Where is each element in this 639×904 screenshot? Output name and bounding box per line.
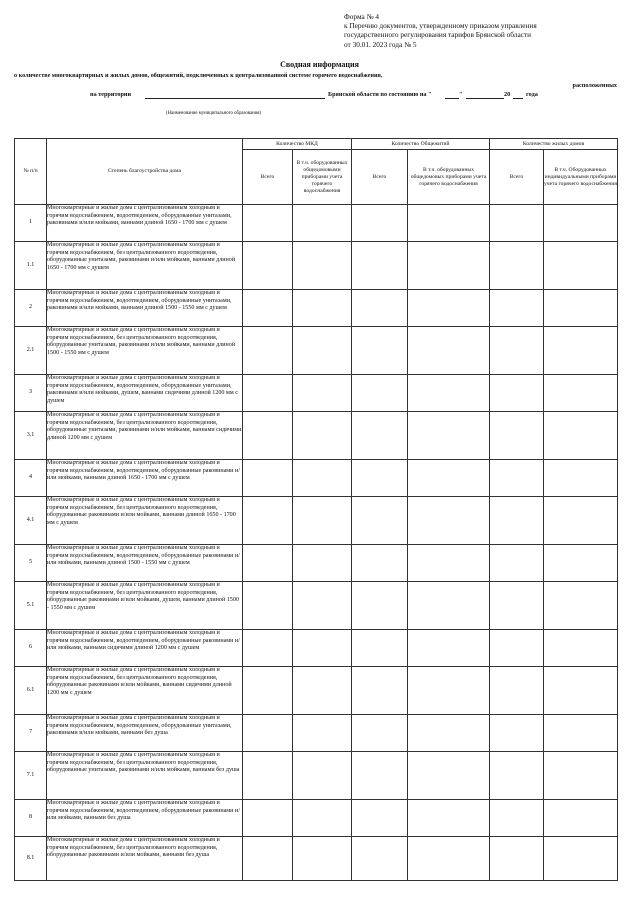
mkd-total-cell[interactable] [243,242,293,290]
dorm-total-cell[interactable] [352,630,408,667]
row-description: Многоквартирные и жилые дома с централизованным холодным и горячим водоснабжением, водоотведением, оборудованные унитазами, раковинами и/или мойками, ваннами длиной 1650 - 1700 мм с душем [47,205,243,242]
summary-table [14,138,618,881]
header-degree: Степень благоустройства дома [47,139,243,205]
located-label: расположенных [572,82,617,89]
header-mkd-total: Всего [243,150,293,205]
row-number: 5.1 [15,582,47,630]
table-row [15,412,618,460]
dorm-total-cell[interactable] [352,545,408,582]
row-number: 6.1 [15,667,47,715]
row-description: Многоквартирные и жилые дома с централизованным холодным и горячим водоснабжением, без централизованного водоотведения, оборудованные унитазами, раковинами и/или мойками, ваннами длиной 1500 - 1550 мм с душем [47,327,243,375]
dorm-total-cell[interactable] [352,582,408,630]
mkd-meters-cell[interactable] [293,582,352,630]
dorm-total-cell[interactable] [352,460,408,497]
table-row [15,837,618,881]
mkd-meters-cell[interactable] [293,715,352,752]
quote-close: " [459,91,463,98]
region-text: Брянской области по состоянию на " [328,91,432,98]
mkd-total-cell[interactable] [243,667,293,715]
houses-total-cell[interactable] [490,715,544,752]
houses-total-cell[interactable] [490,667,544,715]
mkd-meters-cell[interactable] [293,327,352,375]
dorm-meters-cell[interactable] [408,375,490,412]
month-blank [466,98,504,99]
dorm-meters-cell[interactable] [408,290,490,327]
mkd-meters-cell[interactable] [293,752,352,800]
houses-total-cell[interactable] [490,800,544,837]
dorm-total-cell[interactable] [352,800,408,837]
row-number: 6 [15,630,47,667]
dorm-meters-cell[interactable] [408,837,490,881]
form-order-date: от 30.01. 2023 года № 5 [344,39,417,49]
form-header [344,12,634,49]
dorm-meters-cell[interactable] [408,715,490,752]
row-description: Многоквартирные и жилые дома с централизованным холодным и горячим водоснабжением, без централизованного водоотведения, оборудованные унитазами, раковинами и/или мойками, ваннами без душа [47,752,243,800]
row-description: Многоквартирные и жилые дома с централизованным холодным и горячим водоснабжением, без централизованного водоотведения, оборудованные раковинами и/или мойками, ваннами сидячими длиной 1200 мм с душем [47,667,243,715]
mkd-total-cell[interactable] [243,375,293,412]
house-meters-cell[interactable] [544,667,618,715]
table-header-row [15,139,618,150]
dorm-total-cell[interactable] [352,242,408,290]
house-meters-cell[interactable] [544,837,618,881]
dorm-total-cell[interactable] [352,752,408,800]
mkd-total-cell[interactable] [243,800,293,837]
row-number: 1.1 [15,242,47,290]
mkd-total-cell[interactable] [243,715,293,752]
row-number: 3 [15,375,47,412]
header-house-meters: В т.ч. Оборудованных индивидуальными приборами учета горячего водоснабжения [544,150,618,205]
houses-total-cell[interactable] [490,497,544,545]
table-row [15,327,618,375]
row-number: 8 [15,800,47,837]
dorm-meters-cell[interactable] [408,327,490,375]
mkd-total-cell[interactable] [243,837,293,881]
house-meters-cell[interactable] [544,715,618,752]
houses-total-cell[interactable] [490,375,544,412]
house-meters-cell[interactable] [544,497,618,545]
mkd-meters-cell[interactable] [293,800,352,837]
row-number: 7 [15,715,47,752]
house-meters-cell[interactable] [544,242,618,290]
header-dorm: Количество Общежитий [352,139,490,150]
mkd-total-cell[interactable] [243,327,293,375]
house-meters-cell[interactable] [544,460,618,497]
dorm-meters-cell[interactable] [408,800,490,837]
header-dorm-meters: В т.ч. оборудованных общедомовых приборами учета горячего водоснабжения [408,150,490,205]
mkd-meters-cell[interactable] [293,412,352,460]
row-description: Многоквартирные и жилые дома с централизованным холодным и горячим водоснабжением, водоотведением, оборудованные раковинами и/или мойками, ваннами длиной 1500 - 1550 мм с душем [47,545,243,582]
dorm-total-cell[interactable] [352,290,408,327]
year-suffix: года [526,91,538,98]
house-meters-cell[interactable] [544,375,618,412]
dorm-meters-cell[interactable] [408,460,490,497]
dorm-meters-cell[interactable] [408,582,490,630]
table-row [15,630,618,667]
row-description: Многоквартирные и жилые дома с централизованным холодным и горячим водоснабжением, без централизованного водоотведения, оборудованные унитазами, раковинами и/или мойками, ваннами сидячими длиной 1200 мм с душем [47,412,243,460]
houses-total-cell[interactable] [490,242,544,290]
house-meters-cell[interactable] [544,412,618,460]
row-description: Многоквартирные и жилые дома с централизованным холодным и горячим водоснабжением, без централизованного водоотведения, оборудованные раковинами и/или мойками, ваннами без душа [47,837,243,881]
row-number: 2 [15,290,47,327]
form-reference-line: государственного регулирования тарифов Брянской области [344,30,532,40]
dorm-meters-cell[interactable] [408,497,490,545]
form-reference-line: к Перечню документов, утвержденному приказом управления [344,21,537,31]
territory-line [90,91,570,100]
dorm-total-cell[interactable] [352,497,408,545]
table-row [15,582,618,630]
dorm-total-cell[interactable] [352,375,408,412]
mkd-meters-cell[interactable] [293,630,352,667]
houses-total-cell[interactable] [490,545,544,582]
mkd-meters-cell[interactable] [293,205,352,242]
row-description: Многоквартирные и жилые дома с централизованным холодным и горячим водоснабжением, водоотведением, оборудованные раковинами и/или мойками, ваннами длиной 1650 - 1700 мм с душем [47,460,243,497]
row-number: 4.1 [15,497,47,545]
header-dorm-total: Всего [352,150,408,205]
house-meters-cell[interactable] [544,800,618,837]
dorm-total-cell[interactable] [352,412,408,460]
mkd-meters-cell[interactable] [293,375,352,412]
house-meters-cell[interactable] [544,545,618,582]
table-row [15,205,618,242]
dorm-meters-cell[interactable] [408,752,490,800]
house-meters-cell[interactable] [544,630,618,667]
row-description: Многоквартирные и жилые дома с централизованным холодным и горячим водоснабжением, без централизованного водоотведения, оборудованные раковинами и/или мойками, душем, ваннами длиной 1500 - 1550 мм с душем [47,582,243,630]
mkd-meters-cell[interactable] [293,290,352,327]
dorm-meters-cell[interactable] [408,630,490,667]
table-row [15,375,618,412]
header-houses-total: Всего [490,150,544,205]
mkd-meters-cell[interactable] [293,242,352,290]
mkd-total-cell[interactable] [243,497,293,545]
mkd-total-cell[interactable] [243,412,293,460]
row-description: Многоквартирные и жилые дома с централизованным холодным и горячим водоснабжением, водоотведением, оборудованные раковинами и/или мойками, ваннами сидячими длиной 1200 мм с душем [47,630,243,667]
dorm-total-cell[interactable] [352,715,408,752]
row-description: Многоквартирные и жилые дома с централизованным холодным и горячим водоснабжением, без централизованного водоотведения, оборудованные унитазами, раковинами и/или мойками, ваннами длиной 1650 - 1700 мм с душем [47,242,243,290]
house-meters-cell[interactable] [544,582,618,630]
row-description: Многоквартирные и жилые дома с централизованным холодным и горячим водоснабжением, водоотведением, оборудованные унитазами, раковинами и/или мойками, ваннами без душа [47,715,243,752]
day-blank [445,98,459,99]
dorm-meters-cell[interactable] [408,242,490,290]
table-row [15,290,618,327]
header-houses: Количество жилых домов [490,139,618,150]
houses-total-cell[interactable] [490,412,544,460]
houses-total-cell[interactable] [490,630,544,667]
dorm-total-cell[interactable] [352,205,408,242]
mkd-total-cell[interactable] [243,205,293,242]
house-meters-cell[interactable] [544,327,618,375]
header-num: № п/п [15,139,47,205]
mkd-total-cell[interactable] [243,582,293,630]
row-number: 2.1 [15,327,47,375]
dorm-meters-cell[interactable] [408,545,490,582]
houses-total-cell[interactable] [490,837,544,881]
mkd-meters-cell[interactable] [293,497,352,545]
header-mkd: Количество МКД [243,139,352,150]
mkd-meters-cell[interactable] [293,460,352,497]
houses-total-cell[interactable] [490,752,544,800]
mkd-total-cell[interactable] [243,545,293,582]
row-number: 7.1 [15,752,47,800]
houses-total-cell[interactable] [490,205,544,242]
row-description: Многоквартирные и жилые дома с централизованным холодным и горячим водоснабжением, водоотведением, оборудованные унитазами, раковинами и/или мойками, ваннами длиной 1500 - 1550 мм с душем [47,290,243,327]
row-description: Многоквартирные и жилые дома с централизованным холодным и горячим водоснабжением, водоотведением, оборудованные раковинами и/или мойками, ваннами без душа [47,800,243,837]
table-row [15,242,618,290]
houses-total-cell[interactable] [490,460,544,497]
document-title: Сводная информация [280,60,359,69]
dorm-total-cell[interactable] [352,327,408,375]
houses-total-cell[interactable] [490,582,544,630]
mkd-total-cell[interactable] [243,460,293,497]
row-description: Многоквартирные и жилые дома с централизованным холодным и горячим водоснабжением, водоотведением, оборудованные унитазами, раковинами и/или мойками, душем, ваннами сидячими длиной 1200 мм с душем [47,375,243,412]
house-meters-cell[interactable] [544,205,618,242]
table-row [15,800,618,837]
mkd-meters-cell[interactable] [293,545,352,582]
mkd-meters-cell[interactable] [293,667,352,715]
row-number: 5 [15,545,47,582]
houses-total-cell[interactable] [490,290,544,327]
header-mkd-meters: В т.ч. оборудованных общедомовыми приборами учета горячего водоснабжения [293,150,352,205]
row-description: Многоквартирные и жилые дома с централизованным холодным и горячим водоснабжением, без централизованного водоотведения, оборудованные раковинами и/или мойками, ваннами длиной 1650 - 1700 мм с душем [47,497,243,545]
dorm-total-cell[interactable] [352,837,408,881]
mkd-total-cell[interactable] [243,290,293,327]
table-row [15,545,618,582]
table-row [15,715,618,752]
dorm-meters-cell[interactable] [408,205,490,242]
dorm-total-cell[interactable] [352,667,408,715]
municipality-blank [145,98,325,99]
territory-label: на территории [90,91,132,98]
mkd-total-cell[interactable] [243,752,293,800]
mkd-total-cell[interactable] [243,630,293,667]
table-row [15,460,618,497]
table-row [15,497,618,545]
houses-total-cell[interactable] [490,327,544,375]
dorm-meters-cell[interactable] [408,412,490,460]
row-number: 3.1 [15,412,47,460]
municipality-note: (Наименование муниципального образования) [166,111,262,116]
house-meters-cell[interactable] [544,290,618,327]
mkd-meters-cell[interactable] [293,837,352,881]
house-meters-cell[interactable] [544,752,618,800]
row-number: 8.1 [15,837,47,881]
form-number: Форма № 4 [344,12,380,21]
table-row [15,667,618,715]
year-prefix: 20 [504,91,511,98]
row-number: 4 [15,460,47,497]
document-subtitle: о количестве многоквартирных и жилых домов, общежитий, подключенных к централизованной системе горячего водоснабжения, [14,72,383,79]
table-row [15,752,618,800]
row-number: 1 [15,205,47,242]
dorm-meters-cell[interactable] [408,667,490,715]
year-blank [513,98,523,99]
